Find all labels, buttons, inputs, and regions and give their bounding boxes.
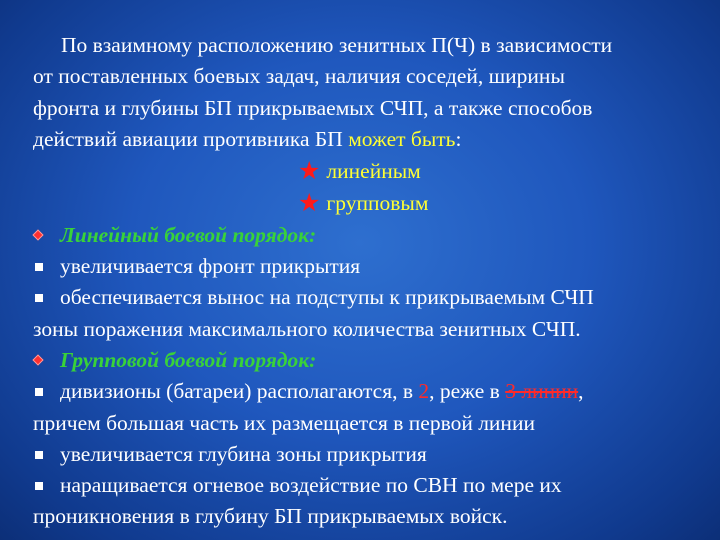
intro-line-4 <box>33 124 693 155</box>
diamond-bullet-icon <box>32 354 43 365</box>
linear-bullet-1 <box>33 251 693 282</box>
bullet-text: , реже в <box>429 379 506 404</box>
star-icon: ★ <box>298 188 321 218</box>
bullet-text-cont: причем большая часть их размещается в первой линии <box>33 410 535 435</box>
intro-highlight: может быть <box>348 126 456 151</box>
bullet-text: дивизионы (батареи) располагаются, в <box>60 379 419 404</box>
group-heading <box>33 345 693 376</box>
group-bullet-1 <box>33 376 693 407</box>
star-item-linear <box>33 155 693 187</box>
star-item-group <box>33 187 693 219</box>
group-bullet-1-cont <box>33 408 693 439</box>
bullet-text: обеспечивается вынос на подступы к прикрываемым СЧП <box>60 285 594 310</box>
linear-heading-text: Линейный боевой порядок: <box>60 222 317 247</box>
diamond-bullet-icon <box>32 229 43 240</box>
intro-text-1: По взаимному расположению зенитных П(Ч) в зависимости <box>61 33 613 57</box>
square-bullet-icon <box>35 263 43 271</box>
bullet-text: увеличивается глубина зоны прикрытия <box>60 441 427 466</box>
bullet-text-cont: проникновения в глубину БП прикрываемых войск. <box>33 504 508 529</box>
square-bullet-icon <box>35 388 43 396</box>
intro-line-2 <box>33 61 693 92</box>
intro-text-4c: : <box>455 126 462 151</box>
bullet-number: 2 <box>418 379 430 404</box>
star-item-label: групповым <box>326 191 429 216</box>
group-heading-text: Групповой боевой порядок: <box>60 347 317 372</box>
star-icon: ★ <box>298 156 321 186</box>
slide-text <box>33 30 693 533</box>
intro-text-4a: действий авиации противника БП <box>33 126 349 151</box>
group-bullet-3 <box>33 470 693 501</box>
bullet-text-cont: зоны поражения максимального количества зенитных СЧП. <box>33 316 581 341</box>
linear-bullet-2 <box>33 282 693 313</box>
bullet-number: 3 линии <box>505 379 579 404</box>
star-item-label: линейным <box>326 159 421 184</box>
intro-line-3 <box>33 93 693 124</box>
intro-line-1 <box>33 30 693 61</box>
square-bullet-icon <box>35 451 43 459</box>
square-bullet-icon <box>35 294 43 302</box>
bullet-text: , <box>578 379 584 404</box>
linear-bullet-2-cont <box>33 314 693 345</box>
intro-text-3: фронта и глубины БП прикрываемых СЧП, а также способов <box>33 95 593 120</box>
square-bullet-icon <box>35 482 43 490</box>
intro-text-2: от поставленных боевых задач, наличия соседей, ширины <box>33 64 565 89</box>
bullet-text: увеличивается фронт прикрытия <box>60 254 361 279</box>
group-bullet-2 <box>33 439 693 470</box>
bullet-text: наращивается огневое воздействие по СВН по мере их <box>60 473 562 498</box>
group-bullet-3-cont <box>33 501 693 532</box>
linear-heading <box>33 220 693 251</box>
